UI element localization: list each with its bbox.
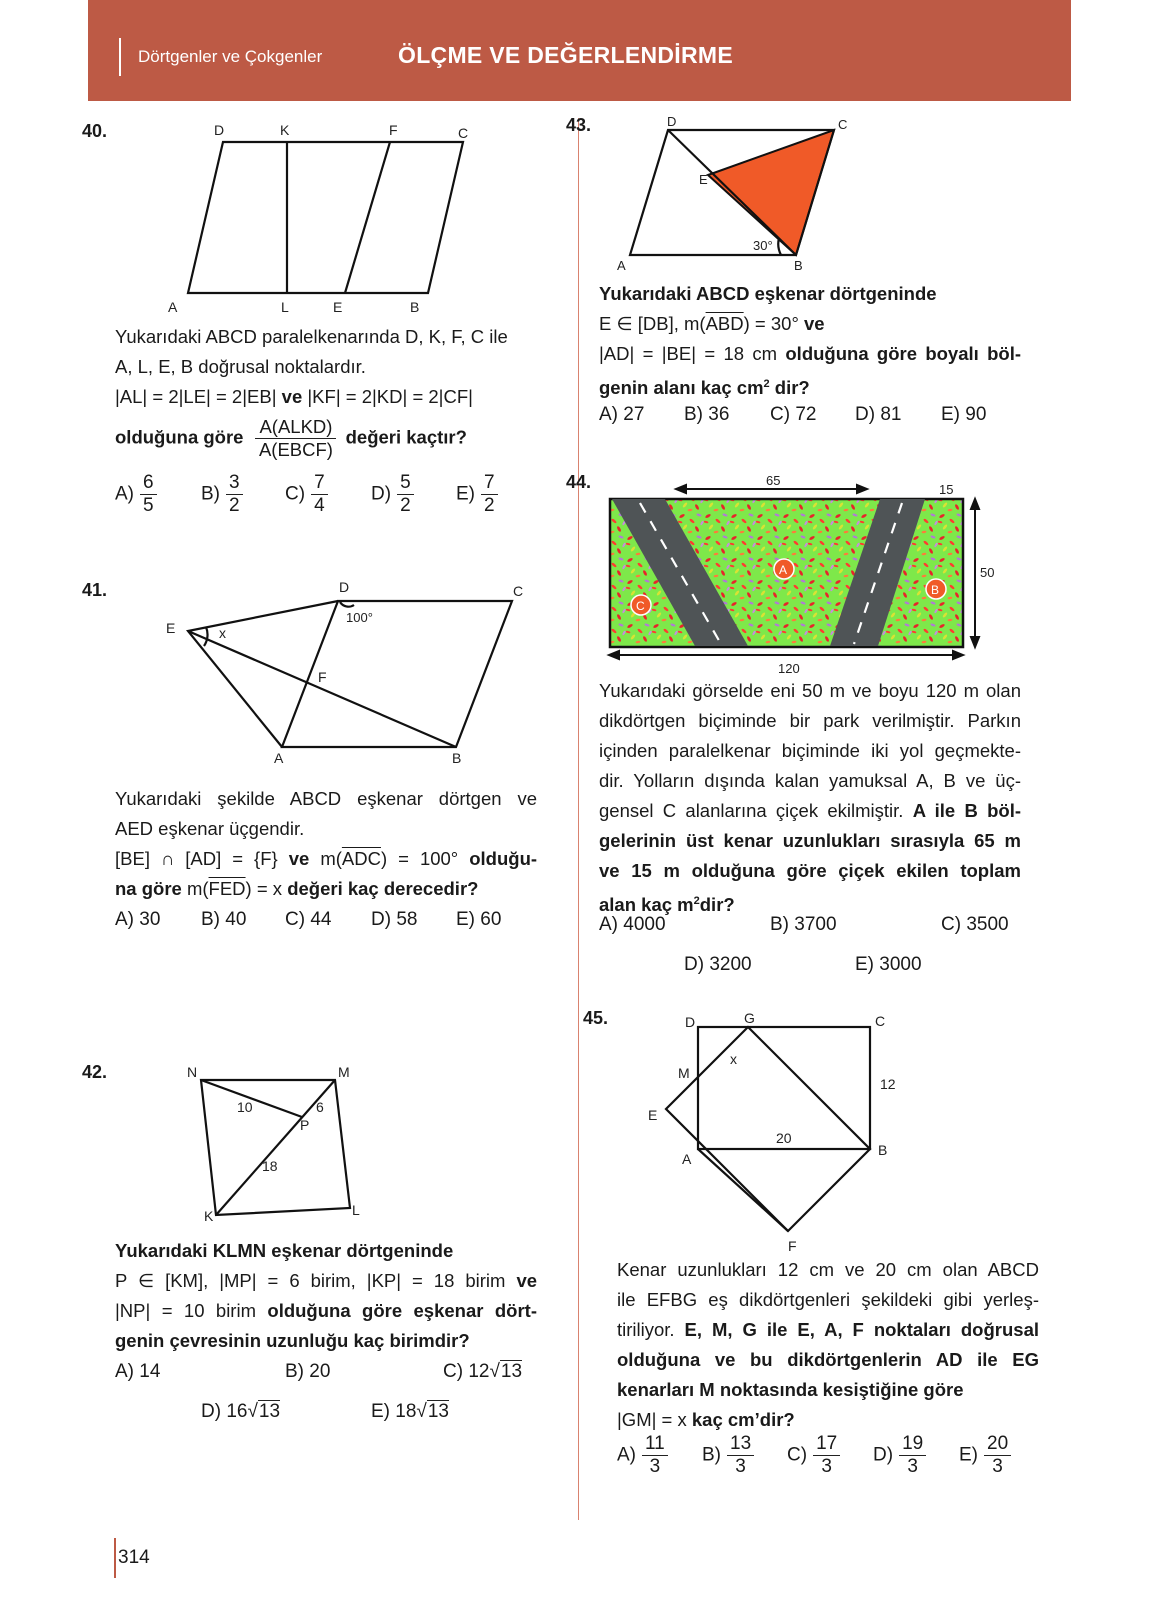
q45-text <box>617 1255 1039 1435</box>
svg-text:20: 20 <box>776 1130 792 1146</box>
svg-text:D: D <box>214 122 225 138</box>
q41-line1: Yukarıdaki şekilde ABCD eşkenar dörtgen ve <box>115 788 537 809</box>
svg-text:K: K <box>204 1208 214 1224</box>
question-41-number: 41. <box>82 580 108 600</box>
svg-text:C: C <box>513 583 524 599</box>
svg-text:6: 6 <box>316 1099 324 1115</box>
svg-text:15: 15 <box>939 482 954 497</box>
svg-text:30°: 30° <box>753 238 773 253</box>
question-42-number: 42. <box>82 1062 108 1082</box>
svg-text:B: B <box>931 583 940 597</box>
svg-text:E: E <box>699 172 708 187</box>
q42-rhombus-figure <box>180 1060 380 1240</box>
svg-text:D: D <box>667 114 677 129</box>
header-separator <box>119 38 121 76</box>
page-number-bar <box>114 1538 116 1578</box>
q44-choice-c[interactable]: C) 3500 <box>941 914 1009 935</box>
q45-line5: kenarları M noktasında kesiştiğine göre <box>617 1379 964 1400</box>
q43-line2: E ∈ [DB], $m(\overline{ABD}) = 30^\circ$ ve <box>599 313 825 334</box>
svg-text:F: F <box>318 669 327 685</box>
svg-text:C: C <box>458 125 469 141</box>
q44-choice-e[interactable]: E) 3000 <box>855 954 922 975</box>
svg-text:12: 12 <box>880 1076 896 1092</box>
svg-text:N: N <box>187 1064 198 1080</box>
q40-choice-e[interactable]: E) $\frac{7}{2}$ <box>456 472 498 517</box>
q40-text <box>115 322 540 461</box>
q44-line8: alan kaç $m^2dir$? <box>599 894 735 916</box>
svg-text:x: x <box>219 625 226 641</box>
q43-choice-a[interactable]: A) 27 <box>599 404 645 425</box>
svg-text:A: A <box>168 299 178 315</box>
q45-choice-b[interactable]: B) $\frac{13}{3}$ <box>702 1433 754 1478</box>
q45-rectangles-figure <box>640 1005 920 1255</box>
question-40-number: 40. <box>82 121 108 141</box>
q44-line2: dikdörtgen biçiminde bir park verilmiştir. Parkın <box>599 710 1021 731</box>
q43-choices <box>599 404 1019 434</box>
q42-text <box>115 1236 537 1356</box>
q45-line4: olduğuna ve bu dikdörtgenlerin AD ile EG <box>617 1349 1039 1370</box>
q45-choice-e[interactable]: E) $\frac{20}{3}$ <box>959 1433 1011 1478</box>
q40-line2: A, L, E, B doğrusal noktalardır. <box>115 356 366 377</box>
svg-text:M: M <box>338 1064 350 1080</box>
svg-text:D: D <box>339 579 350 595</box>
q45-line2: ile EFBG eş dikdörtgenleri şekildeki gibi yerleş- <box>617 1289 1039 1310</box>
svg-text:50: 50 <box>980 565 995 580</box>
q43-choice-e[interactable]: E) 90 <box>941 404 987 425</box>
q45-choices <box>617 1433 1037 1483</box>
q42-choice-c[interactable]: C) 12√13 <box>443 1361 523 1382</box>
question-43-number: 43. <box>566 115 592 135</box>
q42-choices <box>115 1361 540 1431</box>
q44-line4: dir. Yolların dışında kalan yamuksal A, B ve üç- <box>599 770 1021 791</box>
q40-choice-d[interactable]: D) $\frac{5}{2}$ <box>371 472 414 517</box>
q41-choice-a[interactable]: A) 30 <box>115 909 161 930</box>
svg-text:B: B <box>794 258 803 273</box>
column-divider <box>578 118 579 1520</box>
q45-line1: Kenar uzunlukları 12 cm ve 20 cm olan ABCD <box>617 1259 1039 1280</box>
q43-line1: Yukarıdaki ABCD eşkenar dörtgeninde <box>599 283 937 304</box>
q41-line4: na göre $m(\overline{FED}) = x$ değeri kaç derecedir? <box>115 878 479 899</box>
q43-text <box>599 279 1021 403</box>
svg-text:M: M <box>678 1065 690 1081</box>
svg-text:18: 18 <box>262 1158 278 1174</box>
q42-line4: genin çevresinin uzunluğu kaç birimdir? <box>115 1330 470 1351</box>
q43-choice-b[interactable]: B) 36 <box>684 404 730 425</box>
svg-text:C: C <box>838 117 848 132</box>
svg-text:F: F <box>788 1238 797 1254</box>
svg-text:65: 65 <box>766 473 781 488</box>
svg-text:L: L <box>281 299 289 315</box>
q44-park-figure <box>600 468 1010 683</box>
q44-line6: gelerinin üst kenar uzunlukları sırasıyla 65 m <box>599 830 1021 851</box>
q43-choice-d[interactable]: D) 81 <box>855 404 902 425</box>
q40-choice-c[interactable]: C) $\frac{7}{4}$ <box>285 472 328 517</box>
q45-line6: |GM| = x kaç cm’dir? <box>617 1409 795 1430</box>
q45-choice-a[interactable]: A) $\frac{11}{3}$ <box>617 1433 668 1478</box>
q42-line2: P ∈ [KM], |MP| = 6 birim, |KP| = 18 birim ve <box>115 1270 538 1291</box>
svg-text:B: B <box>878 1142 888 1158</box>
svg-text:120: 120 <box>778 661 800 676</box>
q40-choice-a[interactable]: A) $\frac{6}{5}$ <box>115 472 157 517</box>
page-number: 314 <box>118 1547 150 1568</box>
q40-choice-b[interactable]: B) $\frac{3}{2}$ <box>201 472 243 517</box>
svg-text:L: L <box>352 1202 360 1218</box>
q41-choices <box>115 909 535 939</box>
q40-line3: |AL| = 2|LE| = 2|EB| ve |KF| = 2|KD| = 2|CF| <box>115 386 473 407</box>
q41-choice-c[interactable]: C) 44 <box>285 909 332 930</box>
q44-text <box>599 676 1021 920</box>
question-44-number: 44. <box>566 472 592 492</box>
chapter-title: Dörtgenler ve Çokgenler <box>138 47 323 66</box>
q41-rhombus-figure <box>160 575 540 775</box>
q44-line5: gensel C alanlarına çiçek ekilmiştir. A ile B böl- <box>599 800 1021 821</box>
q44-line7: ve 15 m olduğuna göre çiçek ekilen toplam <box>599 860 1021 881</box>
q42-choice-d[interactable]: D) 16√13 <box>201 1401 281 1422</box>
page-header <box>88 0 1071 101</box>
q41-choice-d[interactable]: D) 58 <box>371 909 418 930</box>
q40-choices <box>115 472 535 522</box>
q40-question: olduğuna göre A(ALKD) A(EBCF) değeri kaçtır? <box>115 416 467 460</box>
question-45-number: 45. <box>583 1008 609 1028</box>
q43-rhombus-figure <box>610 112 870 282</box>
q41-line3: [BE] ∩ [AD] = {F} ve $m(\overline{ADC}) = 100^\circ$ olduğu- <box>115 848 538 869</box>
q40-line1: Yukarıdaki ABCD paralelkenarında D, K, F, C ile <box>115 326 508 347</box>
svg-text:A: A <box>779 563 788 577</box>
q45-choice-c[interactable]: C) $\frac{17}{3}$ <box>787 1433 840 1478</box>
q42-line1: Yukarıdaki KLMN eşkenar dörtgeninde <box>115 1240 454 1261</box>
q41-line2: AED eşkenar üçgendir. <box>115 818 305 839</box>
q44-line1: Yukarıdaki görselde eni 50 m ve boyu 120 m olan <box>599 680 1021 701</box>
q44-choice-d[interactable]: D) 3200 <box>684 954 752 975</box>
svg-text:B: B <box>410 299 420 315</box>
svg-text:E: E <box>333 299 343 315</box>
svg-text:K: K <box>280 122 290 138</box>
svg-text:A: A <box>682 1151 692 1167</box>
q42-line3: |NP| = 10 birim olduğuna göre eşkenar dört- <box>115 1300 537 1321</box>
svg-text:P: P <box>300 1117 310 1133</box>
svg-text:E: E <box>166 620 176 636</box>
q43-choice-c[interactable]: C) 72 <box>770 404 817 425</box>
q43-line3: |AD| = |BE| = 18 cm olduğuna göre boyalı böl- <box>599 343 1022 364</box>
q42-choice-b[interactable]: B) 20 <box>285 1361 331 1382</box>
q44-line3: içinden paralelkenar biçiminde iki yol geçmekte- <box>599 740 1021 761</box>
svg-text:C: C <box>636 599 645 613</box>
q45-line3: tiriliyor. E, M, G ile E, A, F noktaları doğrusal <box>617 1319 1040 1340</box>
section-title: ÖLÇME VE DEĞERLENDİRME <box>398 42 734 68</box>
svg-text:C: C <box>875 1013 886 1029</box>
q44-choices <box>599 914 1024 984</box>
svg-text:100°: 100° <box>346 610 373 625</box>
svg-text:10: 10 <box>237 1099 253 1115</box>
q43-line4: genin alanı kaç $cm^2$ dir? <box>599 377 810 399</box>
svg-text:E: E <box>648 1107 658 1123</box>
svg-text:D: D <box>685 1014 696 1030</box>
svg-text:A: A <box>274 750 284 766</box>
svg-text:x: x <box>730 1051 737 1067</box>
svg-text:A: A <box>617 258 626 273</box>
q44-choice-a[interactable]: A) 4000 <box>599 914 666 935</box>
svg-text:G: G <box>744 1010 755 1026</box>
q42-choice-a[interactable]: A) 14 <box>115 1361 161 1382</box>
q41-text <box>115 784 537 904</box>
q44-choice-b[interactable]: B) 3700 <box>770 914 837 935</box>
q45-choice-d[interactable]: D) $\frac{19}{3}$ <box>873 1433 926 1478</box>
q40-parallelogram-figure <box>160 115 490 315</box>
svg-text:F: F <box>389 122 398 138</box>
svg-text:B: B <box>452 750 462 766</box>
q41-choice-b[interactable]: B) 40 <box>201 909 247 930</box>
q41-choice-e[interactable]: E) 60 <box>456 909 502 930</box>
q42-choice-e[interactable]: E) 18√13 <box>371 1401 449 1422</box>
